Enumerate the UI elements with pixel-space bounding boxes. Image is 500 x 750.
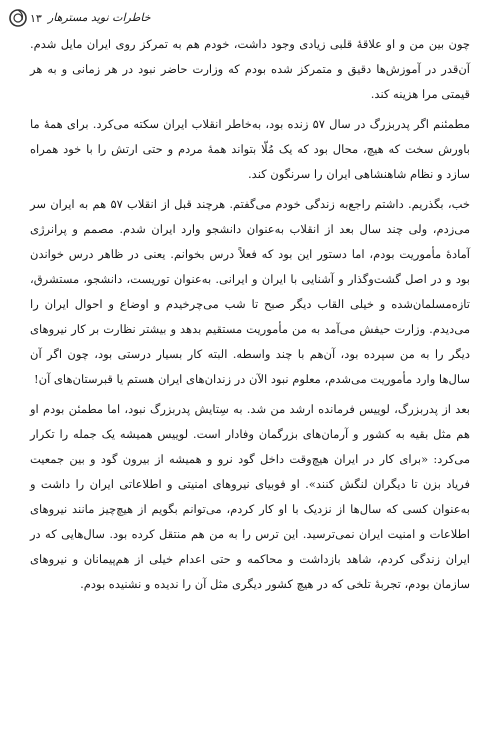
page-header <box>0 8 500 30</box>
paragraph: مطمئنم اگر پدربزرگ در سال ۵۷ زنده بود، به‌خاطر انقلاب ایران سکته می‌کرد. برای همهٔ ما باورش سخت که هیچ، محال بود که یک مُلّا بتواند همهٔ مردم و حتی ارتش را با خود همراه سازد و نظام شاهنشاهی ایران را سرنگون کند. <box>30 117 471 181</box>
paragraph: چون بین من و او علاقهٔ قلبی زیادی وجود داشت، خودم هم به تمرکز روی ایران مایل شدم. آن‌قدر در آموزش‌ها دقیق و متمرکز شده بودم که وزارت حاضر نبود در هر زمانی و به هر قیمتی مرا هزینه کند. <box>30 37 470 101</box>
body-text <box>30 32 470 602</box>
page-number: ۱۳ <box>30 12 42 25</box>
paragraph: خب، بگذریم. داشتم راجع‌به زندگی خودم می‌گفتم. هرچند قبل از انقلاب ۵۷ هم به ایران سر می‌زدم، ولی چند سال بعد از انقلاب به‌عنوان دانشجو وارد ایران شدم. مصمم و پرانرژی آمادهٔ مأموریت بودم، اما دستور این بود که فعلاً درس بخوانم. یعنی در ظاهر درس خواندن بود و در اصل گشت‌وگذار و آشنایی با ایران و ایرانی. به‌عنوان توریست، دانشجو، مستشرق، تازه‌مسلمان‌شده و خیلی القاب دیگر صبح تا شب می‌چرخیدم و اوضاع و احوال ایران را می‌دیدم. وزارت حیفش می‌آمد به من مأموریت مستقیم بدهد و بیشتر نظارت بر کار نیروهای دیگر را به من سپرده بود، آن‌هم با چند واسطه. البته کار بسیار درستی بود، چون اگر آن سال‌ها وارد مأموریت می‌شدم، معلوم نبود الآن در زندان‌های ایران هستم یا قبرستان‌های آن! <box>30 197 470 386</box>
publisher-logo-icon <box>8 8 28 28</box>
paragraph: بعد از پدربزرگ، لوییس فرمانده ارشد من شد. به سِتایش پدربزرگ نبود، اما مطمئن بودم او هم مثل بقیه به کشور و آرمان‌های بزرگمان وفادار است. لوییس همیشه یک جمله را تکرار می‌کرد: «برای کار در ایران هیچ‌وقت داخل گود نرو و همیشه از بیرون گود و بین جمعیت فریاد بزن تا دیگران لنگش کنند». او فوبیای نیروهای امنیتی و اطلاعاتی ایران را داشت و به‌عنوان کسی که سال‌ها از نزدیک با او کار کردم، می‌توانم بگویم از هیچ‌چیز مانند نیروهای اطلاعات و امنیت ایران نمی‌ترسید. این ترس را به من هم منتقل کرده بود. سال‌هایی که در ایران زندگی کردم، شاهد بازداشت و محاکمه و حتی اعدام خیلی از هم‌پیمانان و نیروهای سازمان بودم، تجربهٔ تلخی که در هیچ کشور دیگری مثل آن را ندیده و نشنیده بودم. <box>30 402 470 591</box>
running-title: خاطرات نوید مسترهار <box>48 11 151 24</box>
